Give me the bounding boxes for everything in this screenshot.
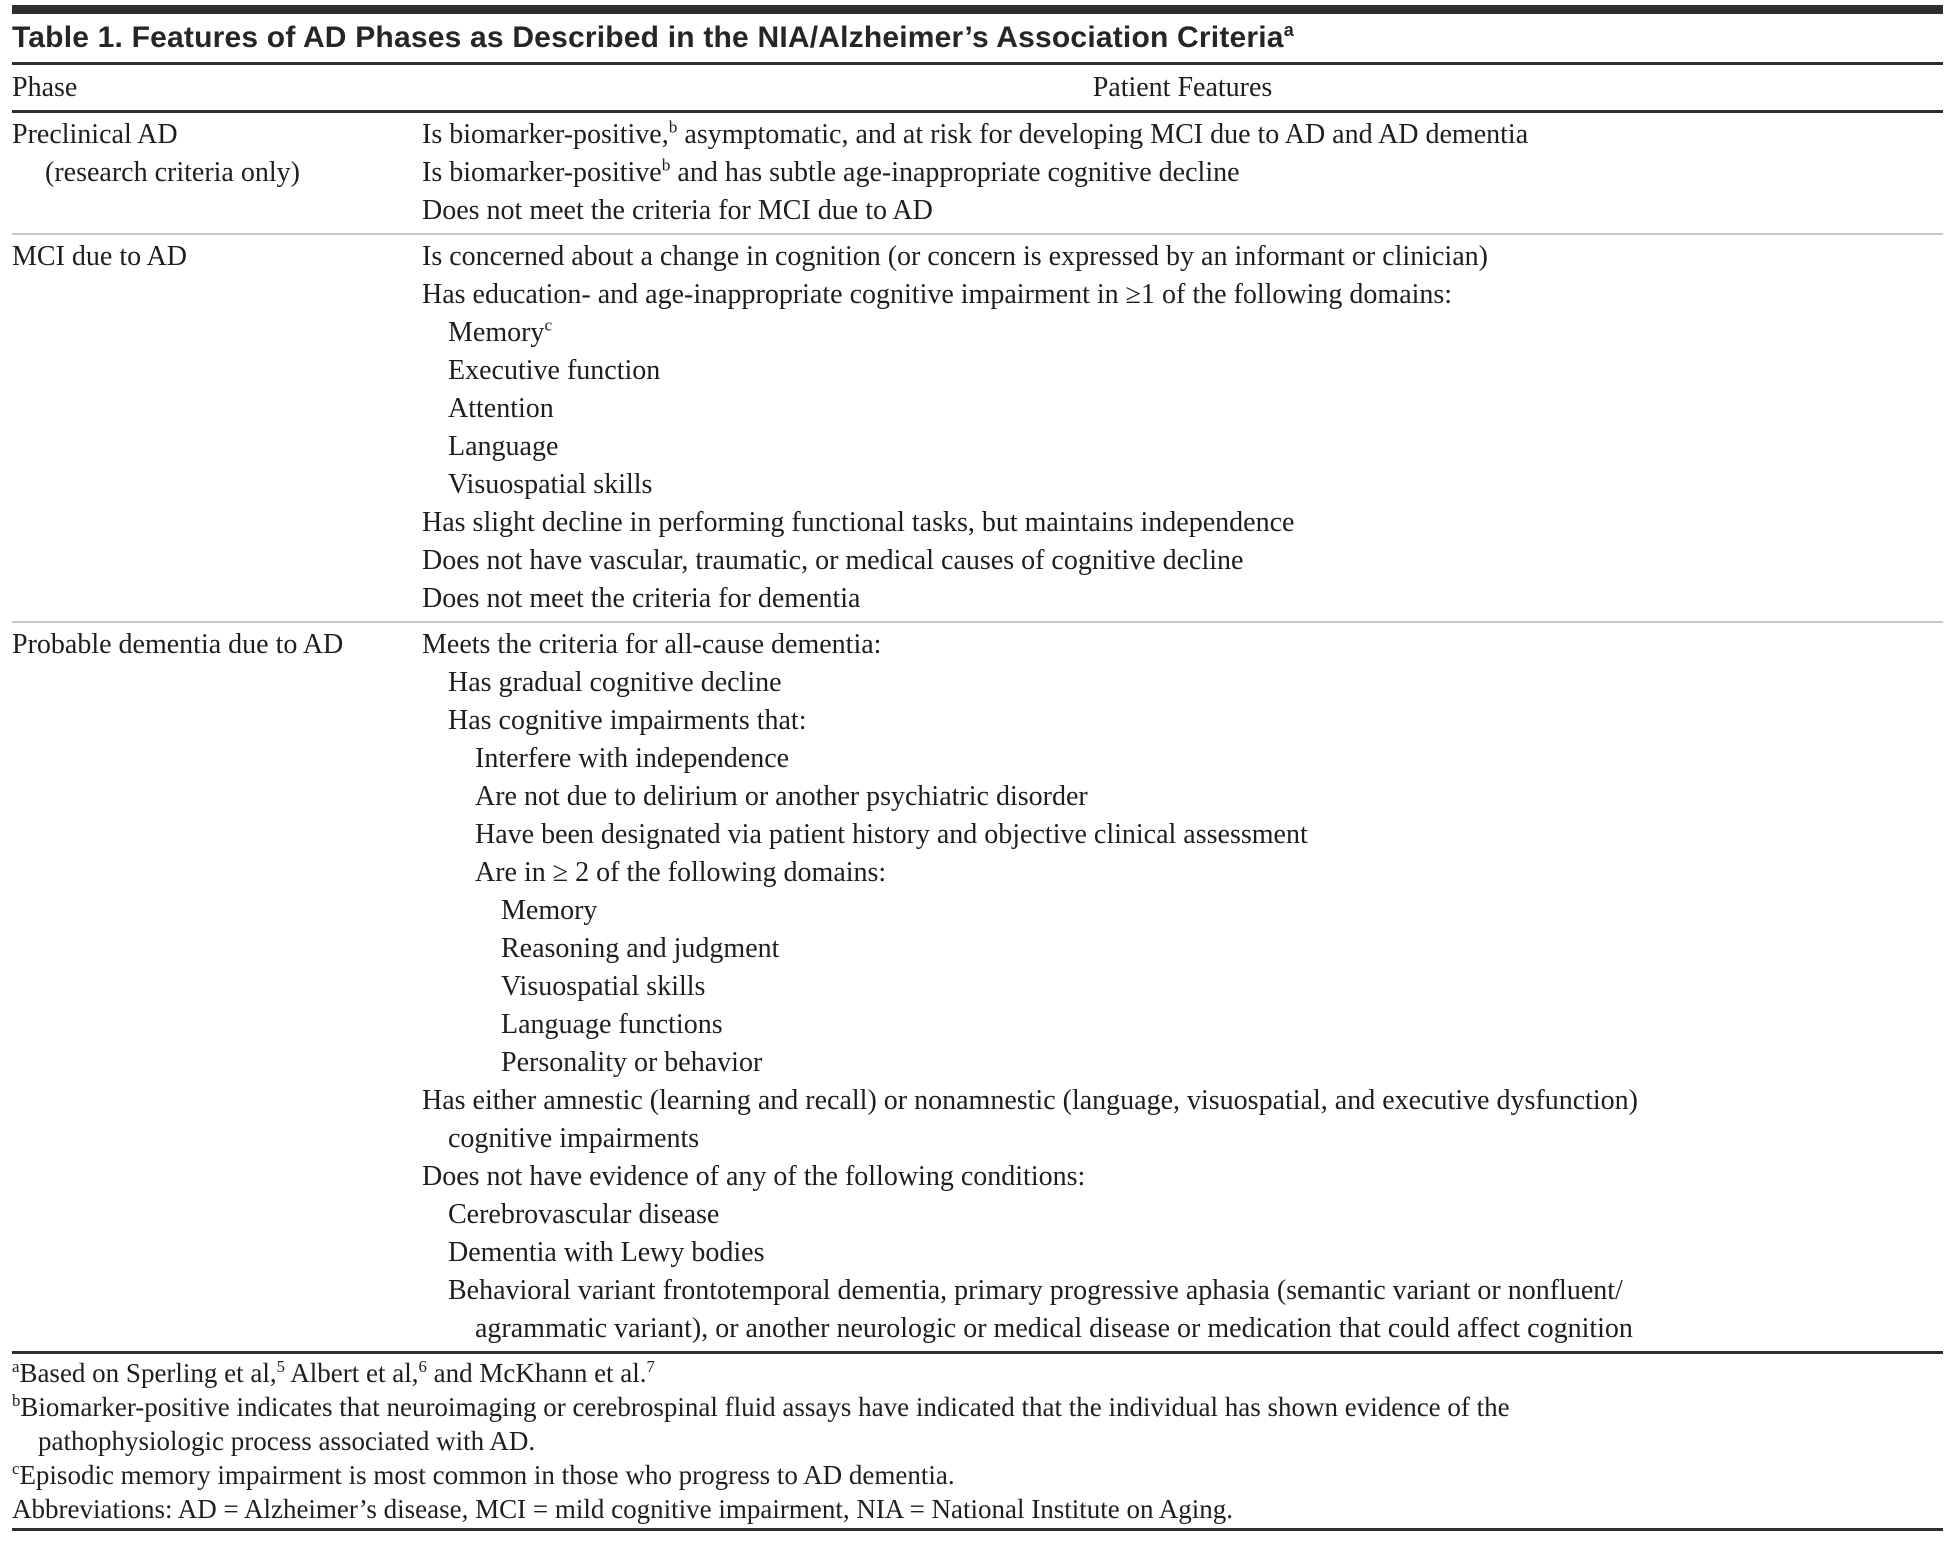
footnote-line: $^c$Episodic memory impairment is most common in those who progress to AD dementia. — [12, 1459, 955, 1490]
feature-line: Are in ≥ 2 of the following domains: — [475, 857, 887, 888]
feature-line: Visuospatial skills — [501, 971, 706, 1002]
phase-cell — [12, 238, 422, 618]
table-bottom-rule — [12, 1528, 1943, 1531]
table-row — [12, 623, 1943, 1351]
feature-line: Interfere with independence — [475, 743, 790, 774]
column-header-phase: Phase — [12, 72, 78, 103]
feature-line: Cerebrovascular disease — [448, 1199, 720, 1230]
feature-line: agrammatic variant), or another neurologic or medical disease or medication that could affect cognition — [475, 1313, 1633, 1344]
feature-line: Has slight decline in performing functional tasks, but maintains independence — [422, 507, 1295, 538]
superscript-marker: 7 — [646, 1357, 655, 1376]
phase-cell — [12, 626, 422, 1348]
footnote-line: $^a$Based on Sperling et al,$^5$ Albert et al,$^6$ and McKhann et al.$^7$ — [12, 1357, 655, 1388]
feature-line: Meets the criteria for all-cause dementia: — [422, 629, 882, 660]
table-footnotes — [12, 1354, 1943, 1528]
phase-line: Preclinical AD — [12, 119, 178, 150]
feature-line: Executive function — [448, 355, 661, 386]
table-row — [12, 235, 1943, 621]
feature-line: Memory — [501, 895, 598, 926]
feature-line: Does not meet the criteria for MCI due to AD — [422, 195, 933, 226]
table-title-superscript: a — [1283, 20, 1294, 40]
feature-line: Has gradual cognitive decline — [448, 667, 782, 698]
feature-line: Has education- and age-inappropriate cognitive impairment in ≥1 of the following domains: — [422, 279, 1453, 310]
superscript-marker: 6 — [418, 1357, 427, 1376]
feature-line: Memory$^c$ — [448, 315, 553, 348]
feature-line: Has either amnestic (learning and recall) or nonamnestic (language, visuospatial, and executive dysfunction) — [422, 1085, 1639, 1116]
column-header-patient-features: Patient Features — [1092, 72, 1273, 103]
phase-cell — [12, 116, 422, 230]
table-body — [12, 113, 1943, 1351]
superscript-marker: 5 — [276, 1357, 286, 1376]
table-row — [12, 113, 1943, 233]
phase-line: (research criteria only) — [45, 157, 300, 188]
superscript-marker: c — [544, 315, 553, 335]
feature-line: cognitive impairments — [448, 1123, 700, 1154]
feature-line: Is biomarker-positive,$^b$ asymptomatic, and at risk for developing MCI due to AD and AD dementia — [422, 117, 1529, 150]
footnote-line: $^b$Biomarker-positive indicates that neuroimaging or cerebrospinal fluid assays have indicated that the individual has shown evidence of the — [12, 1391, 1510, 1422]
table-title-text: Table 1. Features of AD Phases as Described in the NIA/Alzheimer’s Association Criteria — [12, 21, 1284, 54]
superscript-marker: b — [12, 1391, 21, 1410]
superscript-marker: c — [12, 1459, 20, 1478]
feature-line: Does not have vascular, traumatic, or medical causes of cognitive decline — [422, 545, 1244, 576]
superscript-marker: a — [12, 1357, 20, 1376]
feature-line: Is concerned about a change in cognition (or concern is expressed by an informant or clinician) — [422, 241, 1488, 272]
feature-line: Does not have evidence of any of the following conditions: — [422, 1161, 1086, 1192]
feature-line: Reasoning and judgment — [501, 933, 780, 964]
phase-line: MCI due to AD — [12, 241, 187, 272]
patient-features-cell — [422, 238, 1943, 618]
feature-line: Are not due to delirium or another psychiatric disorder — [475, 781, 1088, 812]
feature-line: Language — [448, 431, 559, 462]
superscript-marker: b — [661, 155, 671, 175]
feature-line: Dementia with Lewy bodies — [448, 1237, 765, 1268]
feature-line: Have been designated via patient history and objective clinical assessment — [475, 819, 1308, 850]
table-title — [12, 14, 1943, 62]
table-top-bar — [12, 5, 1943, 14]
table-header-row — [12, 65, 1943, 110]
feature-line: Personality or behavior — [501, 1047, 763, 1078]
feature-line: Visuospatial skills — [448, 469, 653, 500]
feature-line: Has cognitive impairments that: — [448, 705, 807, 736]
feature-line: Language functions — [501, 1009, 723, 1040]
patient-features-cell — [422, 626, 1943, 1348]
feature-line: Is biomarker-positive$^b$ and has subtle age-inappropriate cognitive decline — [422, 155, 1240, 188]
superscript-marker: b — [668, 117, 678, 137]
footnote-line: Abbreviations: AD = Alzheimer’s disease, MCI = mild cognitive impairment, NIA = National Institute on Aging. — [12, 1494, 1234, 1524]
patient-features-cell — [422, 116, 1943, 230]
footnote-line: pathophysiologic process associated with AD. — [38, 1426, 536, 1456]
feature-line: Does not meet the criteria for dementia — [422, 583, 861, 614]
feature-line: Attention — [448, 393, 554, 424]
phase-line: Probable dementia due to AD — [12, 629, 344, 660]
feature-line: Behavioral variant frontotemporal dementia, primary progressive aphasia (semantic variant or nonfluent/ — [448, 1275, 1623, 1306]
